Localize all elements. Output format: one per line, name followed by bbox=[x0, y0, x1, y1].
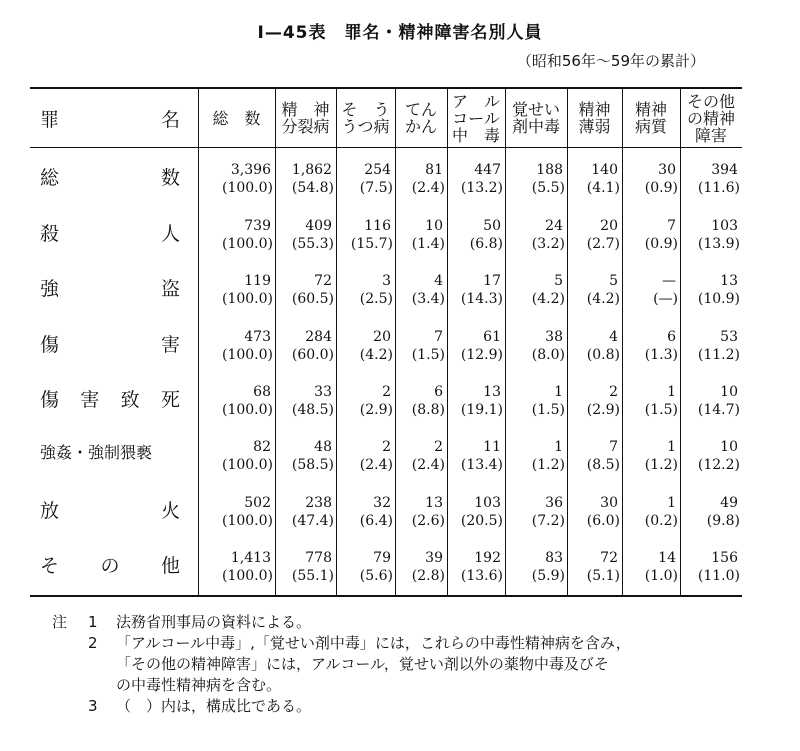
count-cell: 409 bbox=[305, 218, 332, 234]
ratio-cell: (100.0) bbox=[221, 236, 273, 252]
note-lead bbox=[52, 675, 88, 696]
ratio-cell: (100.0) bbox=[221, 457, 273, 473]
count-cell: 4 bbox=[609, 329, 618, 345]
count-cell: 103 bbox=[474, 495, 501, 511]
column-header-line: 精 神 bbox=[281, 100, 330, 119]
ratio-cell: (3.2) bbox=[531, 236, 565, 252]
count-cell: 1 bbox=[667, 495, 676, 511]
count-cell: 83 bbox=[545, 550, 563, 566]
ratio-cell: (2.9) bbox=[586, 402, 620, 418]
note-text: （ ）内は，構成比である。 bbox=[116, 697, 312, 715]
column-header-line: てん bbox=[404, 100, 437, 119]
count-cell: 473 bbox=[244, 329, 271, 345]
count-cell: 7 bbox=[609, 439, 618, 455]
count-cell: 116 bbox=[364, 218, 391, 234]
count-cell: 192 bbox=[474, 550, 501, 566]
row-label-part: 数 bbox=[160, 167, 180, 189]
column-header bbox=[447, 90, 505, 146]
row-label-part: 致 bbox=[120, 389, 140, 411]
note-lead bbox=[52, 633, 88, 654]
note-line bbox=[52, 696, 631, 717]
column-header-line: かん bbox=[404, 117, 437, 136]
ratio-cell: (100.0) bbox=[221, 180, 273, 196]
row-label-part: 強 bbox=[40, 278, 60, 300]
ratio-cell: (5.6) bbox=[359, 568, 393, 584]
count-cell: 53 bbox=[720, 329, 738, 345]
count-cell: 2 bbox=[434, 439, 443, 455]
row-label-part: 総 bbox=[40, 167, 60, 189]
count-cell: 238 bbox=[305, 495, 332, 511]
ratio-cell: (15.7) bbox=[350, 236, 393, 252]
ratio-cell: (4.2) bbox=[531, 291, 565, 307]
ratio-cell: (3.4) bbox=[411, 291, 445, 307]
ratio-cell: (7.5) bbox=[359, 180, 393, 196]
ratio-cell: (11.2) bbox=[697, 347, 740, 363]
column-header bbox=[395, 90, 447, 146]
ratio-cell: (13.6) bbox=[460, 568, 503, 584]
ratio-cell: (1.5) bbox=[531, 402, 565, 418]
column-header-line: ア ル bbox=[451, 91, 500, 111]
note-line bbox=[52, 612, 631, 633]
ratio-cell: (1.2) bbox=[644, 457, 678, 473]
count-cell: 72 bbox=[314, 273, 332, 289]
crime-header-char: 罪 bbox=[40, 108, 60, 131]
count-cell: 6 bbox=[667, 329, 676, 345]
ratio-cell: (55.3) bbox=[291, 236, 334, 252]
column-header-line: 薄弱 bbox=[578, 117, 611, 136]
count-cell: 140 bbox=[591, 162, 618, 178]
ratio-cell: (2.6) bbox=[411, 513, 445, 529]
row-label bbox=[40, 551, 180, 578]
ratio-cell: (100.0) bbox=[221, 291, 273, 307]
count-cell: 61 bbox=[483, 329, 501, 345]
count-cell: 10 bbox=[720, 384, 738, 400]
ratio-cell: (0.9) bbox=[644, 236, 678, 252]
ratio-cell: (5.5) bbox=[531, 180, 565, 196]
count-cell: 82 bbox=[253, 439, 271, 455]
row-label bbox=[40, 385, 180, 412]
column-header-line: 剤中毒 bbox=[511, 117, 560, 136]
count-cell: 254 bbox=[364, 162, 391, 178]
column-header-line: 障害 bbox=[694, 125, 727, 145]
ratio-cell: (13.4) bbox=[460, 457, 503, 473]
note-line bbox=[52, 633, 631, 654]
ratio-cell: (58.5) bbox=[291, 457, 334, 473]
row-label-part: の bbox=[100, 555, 120, 577]
count-cell: 156 bbox=[711, 550, 738, 566]
ratio-cell: (6.4) bbox=[359, 513, 393, 529]
count-cell: 10 bbox=[720, 439, 738, 455]
row-label-part: 人 bbox=[160, 223, 180, 245]
table-title: Ⅰ—45表 罪名・精神障害名別人員 bbox=[257, 23, 543, 43]
ratio-cell: (2.4) bbox=[411, 457, 445, 473]
ratio-cell: (54.8) bbox=[291, 180, 334, 196]
column-header-line: の精神 bbox=[686, 108, 735, 128]
count-cell: 7 bbox=[434, 329, 443, 345]
count-cell: 49 bbox=[720, 495, 738, 511]
column-header-line: その他 bbox=[686, 91, 735, 111]
ratio-cell: (0.8) bbox=[586, 347, 620, 363]
ratio-cell: (11.6) bbox=[697, 180, 740, 196]
row-label-part: 傷 bbox=[40, 389, 60, 411]
column-header-line: 精神 bbox=[634, 100, 667, 119]
count-cell: 1 bbox=[667, 439, 676, 455]
note-line bbox=[52, 654, 631, 675]
column-header bbox=[567, 90, 622, 146]
ratio-cell: (9.8) bbox=[706, 513, 740, 529]
note-text: 「その他の精神障害」には，アルコール，覚せい剤以外の薬物中毒及びそ bbox=[116, 655, 609, 673]
note-number bbox=[88, 675, 116, 696]
count-cell: 1,413 bbox=[230, 550, 271, 566]
count-cell: 24 bbox=[545, 218, 563, 234]
ratio-cell: (12.9) bbox=[460, 347, 503, 363]
count-cell: 13 bbox=[425, 495, 443, 511]
ratio-cell: (55.1) bbox=[291, 568, 334, 584]
count-cell: 1,862 bbox=[291, 162, 332, 178]
ratio-cell: (5.9) bbox=[531, 568, 565, 584]
ratio-cell: (—) bbox=[653, 291, 678, 307]
count-cell: 1 bbox=[554, 384, 563, 400]
count-cell: 11 bbox=[483, 439, 501, 455]
ratio-cell: (48.5) bbox=[291, 402, 334, 418]
ratio-cell: (2.8) bbox=[411, 568, 445, 584]
column-header bbox=[680, 90, 742, 146]
top-rule bbox=[30, 87, 742, 89]
note-number: 3 bbox=[88, 697, 98, 715]
bottom-rule bbox=[30, 595, 742, 597]
ratio-cell: (100.0) bbox=[221, 347, 273, 363]
count-cell: 32 bbox=[373, 495, 391, 511]
note-text: 「アルコール中毒」,「覚せい剤中毒」には，これらの中毒性精神病を含み， bbox=[116, 634, 631, 652]
row-label-part: 強姦・強制猥褻 bbox=[40, 443, 153, 462]
ratio-cell: (2.9) bbox=[359, 402, 393, 418]
ratio-cell: (0.2) bbox=[644, 513, 678, 529]
ratio-cell: (19.1) bbox=[460, 402, 503, 418]
ratio-cell: (2.4) bbox=[359, 457, 393, 473]
note-number bbox=[88, 654, 116, 675]
column-header-line: 中 毒 bbox=[451, 125, 500, 145]
count-cell: 20 bbox=[373, 329, 391, 345]
ratio-cell: (60.0) bbox=[291, 347, 334, 363]
count-cell: 1 bbox=[667, 384, 676, 400]
note-lead bbox=[52, 654, 88, 675]
count-cell: 284 bbox=[305, 329, 332, 345]
ratio-cell: (1.5) bbox=[411, 347, 445, 363]
count-cell: 188 bbox=[536, 162, 563, 178]
row-label-part: 他 bbox=[160, 555, 180, 577]
column-header bbox=[622, 90, 680, 146]
ratio-cell: (1.0) bbox=[644, 568, 678, 584]
note-number: 2 bbox=[88, 634, 98, 652]
ratio-cell: (1.2) bbox=[531, 457, 565, 473]
row-label-part: そ bbox=[40, 555, 60, 577]
ratio-cell: (1.4) bbox=[411, 236, 445, 252]
column-header-line: 病質 bbox=[634, 117, 667, 136]
header-rule bbox=[30, 147, 742, 148]
row-label bbox=[40, 163, 180, 190]
note-lead: 注 bbox=[52, 613, 68, 631]
count-cell: 739 bbox=[244, 218, 271, 234]
count-cell: 38 bbox=[545, 329, 563, 345]
count-cell: 30 bbox=[600, 495, 618, 511]
ratio-cell: (5.1) bbox=[586, 568, 620, 584]
column-header-line: 分裂病 bbox=[281, 117, 330, 136]
row-label-part: 死 bbox=[160, 389, 180, 411]
count-cell: 13 bbox=[720, 273, 738, 289]
count-cell: 13 bbox=[483, 384, 501, 400]
count-cell: 14 bbox=[658, 550, 676, 566]
count-cell: 39 bbox=[425, 550, 443, 566]
crime-column-header bbox=[40, 90, 180, 146]
count-cell: 81 bbox=[425, 162, 443, 178]
row-label-part: 殺 bbox=[40, 223, 60, 245]
note-text: 法務省刑事局の資料による。 bbox=[116, 613, 312, 631]
count-cell: 6 bbox=[434, 384, 443, 400]
table-subtitle: （昭和56年～59年の累計） bbox=[516, 52, 705, 70]
row-label-part: 害 bbox=[80, 389, 100, 411]
ratio-cell: (4.1) bbox=[586, 180, 620, 196]
column-header bbox=[336, 90, 395, 146]
ratio-cell: (47.4) bbox=[291, 513, 334, 529]
count-cell: 30 bbox=[658, 162, 676, 178]
ratio-cell: (100.0) bbox=[221, 513, 273, 529]
column-header-line: 覚せい bbox=[511, 100, 560, 119]
ratio-cell: (6.8) bbox=[469, 236, 503, 252]
count-cell: 778 bbox=[305, 550, 332, 566]
count-cell: 79 bbox=[373, 550, 391, 566]
count-cell: 3 bbox=[382, 273, 391, 289]
ratio-cell: (4.2) bbox=[359, 347, 393, 363]
ratio-cell: (1.3) bbox=[644, 347, 678, 363]
ratio-cell: (10.9) bbox=[697, 291, 740, 307]
ratio-cell: (2.4) bbox=[411, 180, 445, 196]
column-header bbox=[198, 90, 275, 146]
count-cell: 502 bbox=[244, 495, 271, 511]
count-cell: 4 bbox=[434, 273, 443, 289]
count-cell: 5 bbox=[609, 273, 618, 289]
count-cell: 103 bbox=[711, 218, 738, 234]
row-label-part: 害 bbox=[160, 334, 180, 356]
notes bbox=[52, 612, 631, 717]
row-label-part: 放 bbox=[40, 500, 60, 522]
note-number: 1 bbox=[88, 613, 98, 631]
count-cell: 72 bbox=[600, 550, 618, 566]
row-label-part: 傷 bbox=[40, 334, 60, 356]
column-header bbox=[275, 90, 336, 146]
row-label bbox=[40, 496, 180, 523]
count-cell: 394 bbox=[711, 162, 738, 178]
count-cell: 10 bbox=[425, 218, 443, 234]
ratio-cell: (14.3) bbox=[460, 291, 503, 307]
row-label bbox=[40, 219, 180, 246]
ratio-cell: (4.2) bbox=[586, 291, 620, 307]
count-cell: 2 bbox=[382, 384, 391, 400]
count-cell: 36 bbox=[545, 495, 563, 511]
count-cell: 447 bbox=[474, 162, 501, 178]
count-cell: 2 bbox=[382, 439, 391, 455]
count-cell: 20 bbox=[600, 218, 618, 234]
column-header-line: そ う bbox=[341, 100, 390, 119]
count-cell: 33 bbox=[314, 384, 332, 400]
column-header-line: うつ病 bbox=[341, 117, 390, 136]
ratio-cell: (8.5) bbox=[586, 457, 620, 473]
ratio-cell: (8.8) bbox=[411, 402, 445, 418]
crime-header-char: 名 bbox=[160, 108, 180, 131]
ratio-cell: (11.0) bbox=[697, 568, 740, 584]
count-cell: 17 bbox=[483, 273, 501, 289]
ratio-cell: (20.5) bbox=[460, 513, 503, 529]
row-label bbox=[40, 274, 180, 301]
count-cell: 50 bbox=[483, 218, 501, 234]
row-label bbox=[40, 440, 180, 463]
column-header-line: コール bbox=[452, 108, 500, 128]
ratio-cell: (100.0) bbox=[221, 568, 273, 584]
row-label bbox=[40, 330, 180, 357]
count-cell: — bbox=[662, 273, 676, 289]
ratio-cell: (12.2) bbox=[697, 457, 740, 473]
ratio-cell: (2.7) bbox=[586, 236, 620, 252]
row-label-part: 火 bbox=[160, 500, 180, 522]
count-cell: 119 bbox=[244, 273, 271, 289]
note-lead bbox=[52, 696, 88, 717]
ratio-cell: (13.2) bbox=[460, 180, 503, 196]
count-cell: 3,396 bbox=[230, 162, 271, 178]
note-text: の中毒性精神病を含む。 bbox=[116, 676, 282, 694]
count-cell: 7 bbox=[667, 218, 676, 234]
ratio-cell: (60.5) bbox=[291, 291, 334, 307]
count-cell: 48 bbox=[314, 439, 332, 455]
note-line bbox=[52, 675, 631, 696]
ratio-cell: (13.9) bbox=[697, 236, 740, 252]
ratio-cell: (2.5) bbox=[359, 291, 393, 307]
ratio-cell: (1.5) bbox=[644, 402, 678, 418]
ratio-cell: (100.0) bbox=[221, 402, 273, 418]
row-label-part: 盗 bbox=[160, 278, 180, 300]
ratio-cell: (8.0) bbox=[531, 347, 565, 363]
ratio-cell: (0.9) bbox=[644, 180, 678, 196]
count-cell: 5 bbox=[554, 273, 563, 289]
count-cell: 1 bbox=[554, 439, 563, 455]
ratio-cell: (14.7) bbox=[697, 402, 740, 418]
column-header bbox=[505, 90, 567, 146]
ratio-cell: (7.2) bbox=[531, 513, 565, 529]
count-cell: 2 bbox=[609, 384, 618, 400]
column-header-line: 精神 bbox=[578, 100, 611, 119]
column-header-line: 総 数 bbox=[212, 108, 261, 128]
count-cell: 68 bbox=[253, 384, 271, 400]
ratio-cell: (6.0) bbox=[586, 513, 620, 529]
